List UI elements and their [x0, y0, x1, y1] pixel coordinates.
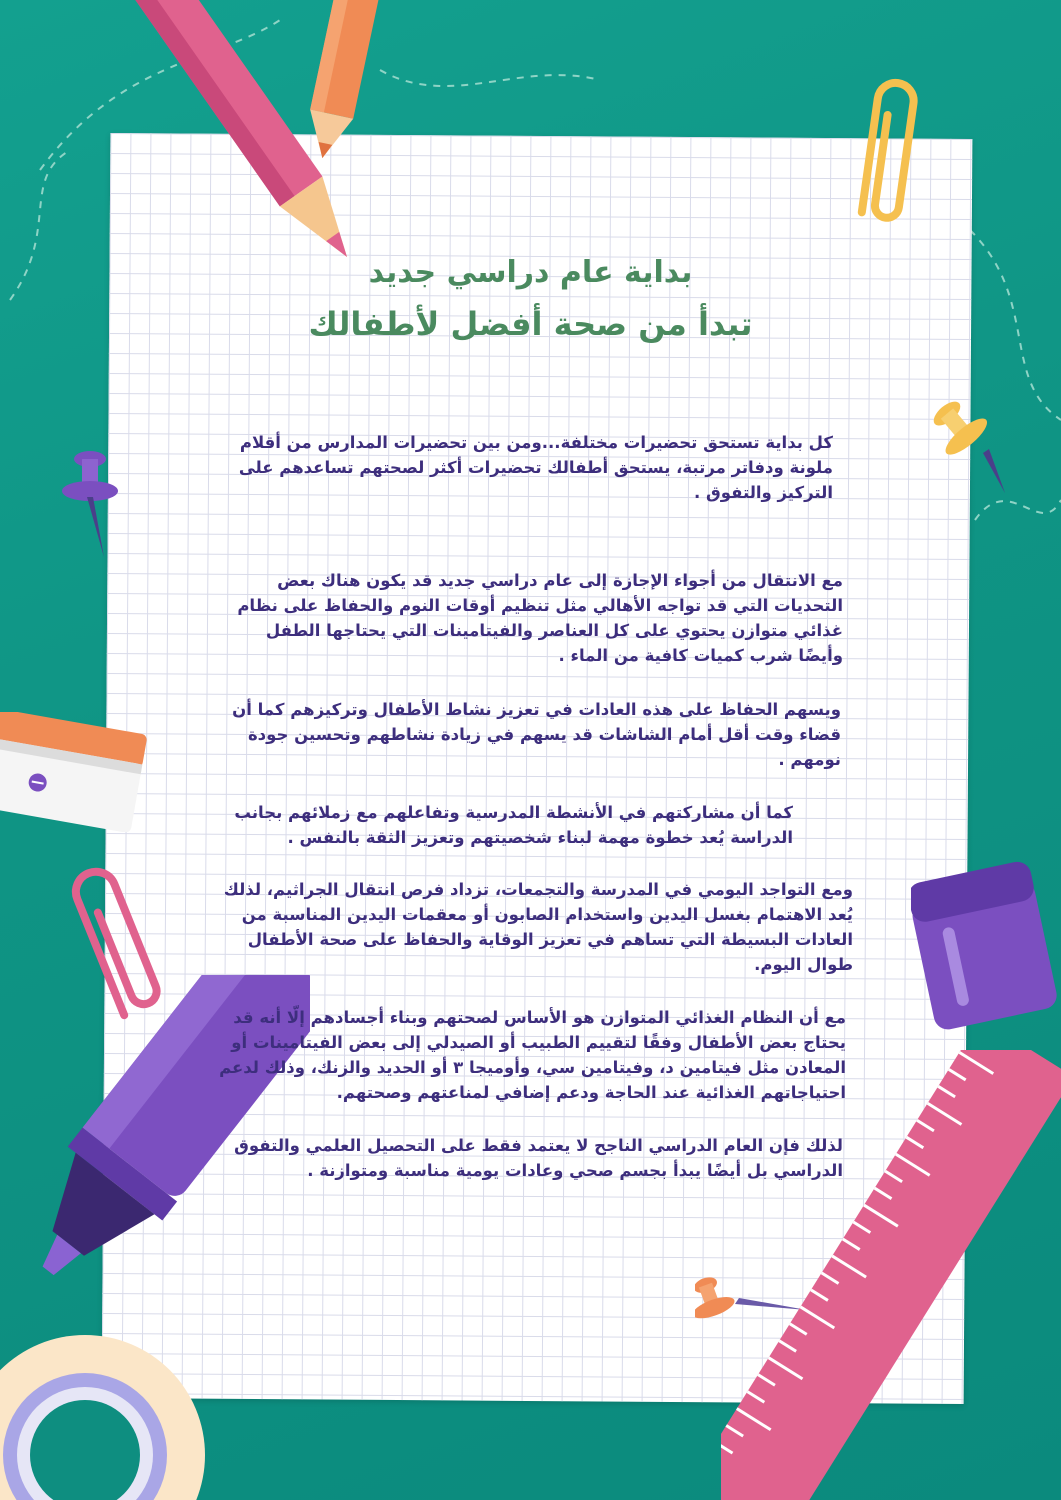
pink-pencil-icon — [110, 0, 430, 290]
sharpener-icon — [0, 712, 150, 832]
yellow-pushpin-icon — [925, 395, 1015, 505]
paragraph-5: ومع التواجد اليومي في المدرسة والتجمعات، تزداد فرص انتقال الجراثيم، لذلك يُعد الاهتمام بغسل اليدين واستخدام الصابون أو معقمات اليدين المناسبة من العادات البسيطة التي تساهم في تعزيز الوقاية والحفاظ على صحة الأطفال طوال اليوم. — [223, 880, 853, 974]
paragraph-2: مع الانتقال من أجواء الإجازة إلى عام دراسي جديد قد يكون هناك بعض التحديات التي قد تواجه الأهالي مثل تنظيم أوقات النوم والحفاظ على نظام غذائي متوازن يحتوي على كل العناصر والفيتامينات التي يحتاجها الطفل وأيضًا شرب كميات كافية من الماء . — [237, 571, 843, 665]
paragraph-7: لذلك فإن العام الدراسي الناجح لا يعتمد فقط على التحصيل العلمي والتفوق الدراسي بل أيضًا يبدأ بجسم صحي وعادات يومية مناسبة ومتوازنة . — [234, 1136, 843, 1180]
title-line-2: تبدأ من صحة أفضل لأطفالك — [308, 305, 753, 343]
paragraph-3: ويسهم الحفاظ على هذه العادات في تعزيز نشاط الأطفال وتركيزهم كما أن قضاء وقت أقل أمام الشاشات قد يسهم في زيادة نشاطهم وتحسين جودة نومهم . — [232, 700, 841, 769]
paragraph-6: مع أن النظام الغذائي المتوازن هو الأساس لصحتهم وبناء أجسادهم إلّا أنه قد يحتاج بعض الأطفال وفقًا لتقييم الطبيب أو الصيدلي إلى بعض الفيتامينات أو المعادن مثل فيتامين د، وفيتامين سي، وأوميجا ٣ أو الحديد والزنك، وذلك لدعم احتياجاتهم الغذائية عند الحاجة ودعم إضافي لمناعتهم وصحتهم. — [219, 1008, 846, 1102]
tape-roll-icon — [0, 1320, 230, 1500]
marker-cap-icon — [911, 860, 1061, 1040]
purple-pushpin-icon — [60, 445, 140, 565]
orange-pencil-icon — [300, 0, 380, 165]
title-line-1: بداية عام دراسي جديد — [368, 255, 693, 290]
paragraph-1: كل بداية تستحق تحضيرات مختلفة...ومن بين تحضيرات المدارس من أقلام ملونة ودفاتر مرتبة، يستحق أطفالك تحضيرات أكثر لصحتهم تساعدهم على التركيز والتفوق . — [238, 433, 833, 502]
ruler-icon — [721, 1050, 1061, 1500]
paragraph-4: كما أن مشاركتهم في الأنشطة المدرسية وتفاعلهم مع زملائهم بجانب الدراسة يُعد خطوة مهمة لبناء شخصيتهم وتعزيز الثقة بالنفس . — [234, 803, 793, 847]
yellow-paperclip-icon — [840, 65, 930, 245]
